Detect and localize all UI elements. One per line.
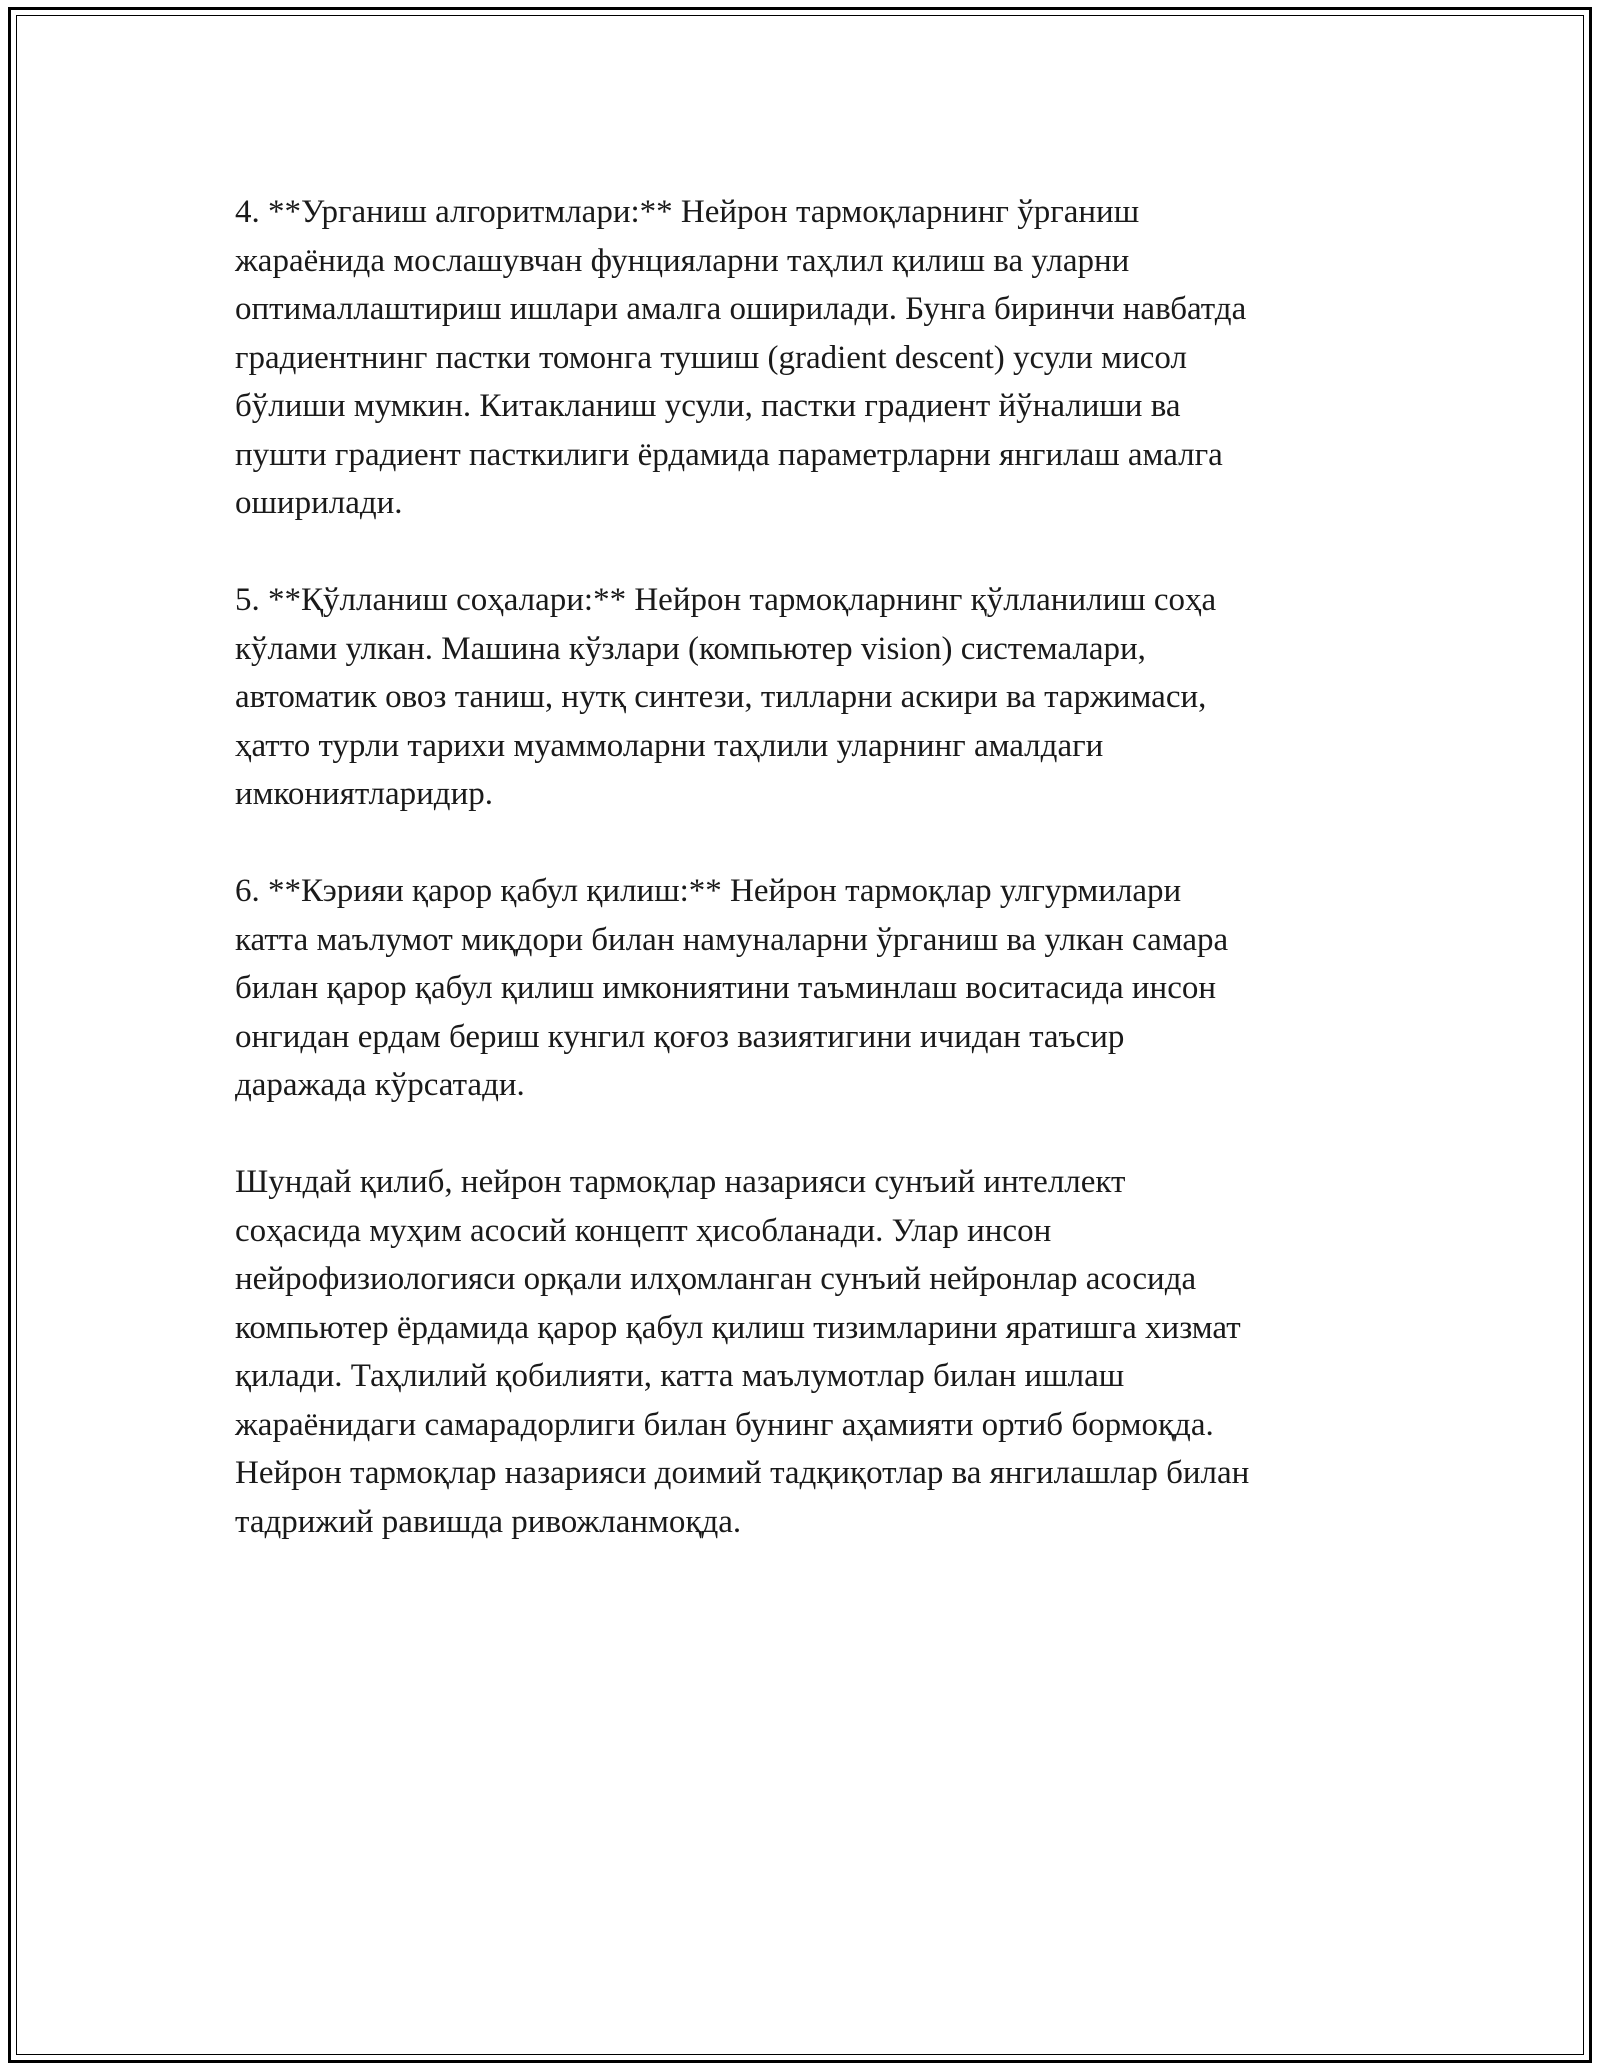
document-body	[235, 188, 1385, 1595]
text-line: автоматик овоз таниш, нутқ синтези, тилларни аскири ва таржимаси,	[235, 679, 1207, 715]
text-line: бўлиши мумкин. Китакланиш усули, пастки градиент йўналиши ва	[235, 388, 1181, 424]
text-line: пушти градиент пасткилиги ёрдамида параметрларни янгилаш амалга	[235, 436, 1223, 473]
text-line: даражада кўрсатади.	[235, 1067, 525, 1103]
text-line: нейрофизиологияси орқали илҳомланган сунъий нейронлар асосида	[235, 1261, 1197, 1297]
paragraph-application-areas	[235, 576, 1385, 819]
text-line: 6. **Кэрияи қарор қабул қилиш:** Нейрон тармоқлар улгурмилари	[235, 873, 1182, 909]
text-line: қилади. Таҳлилий қобилияти, катта маълумотлар билан ишлаш	[235, 1358, 1125, 1394]
text-line: 5. **Қўлланиш соҳалари:** Нейрон тармоқларнинг қўлланилиш соҳа	[235, 582, 1217, 618]
text-line: онгидан ердам бериш кунгил қоғоз вазиятигини ичидан таъсир	[235, 1018, 1125, 1055]
text-line: имкониятларидир.	[235, 776, 493, 812]
text-line: катта маълумот миқдори билан намуналарни ўрганиш ва улкан самара	[235, 921, 1229, 958]
text-line: оширилади.	[235, 485, 403, 521]
text-line: жараёнида мослашувчан фунцияларни таҳлил қилиш ва уларни	[235, 242, 1130, 279]
text-line: соҳасида муҳим асосий концепт ҳисобланади. Улар инсон	[235, 1212, 1052, 1249]
paragraph-decision-making	[235, 867, 1385, 1110]
text-line: Шундай қилиб, нейрон тармоқлар назарияси сунъий интеллект	[235, 1164, 1126, 1200]
text-line: Нейрон тармоқлар назарияси доимий тадқиқотлар ва янгилашлар билан	[235, 1455, 1250, 1491]
text-line: оптималлаштириш ишлари амалга оширилади. Бунга биринчи навбатда	[235, 291, 1247, 327]
paragraph-learning-algorithms	[235, 188, 1385, 528]
text-line: билан қарор қабул қилиш имкониятини таъминлаш воситасида инсон	[235, 970, 1217, 1006]
paragraph-conclusion	[235, 1158, 1385, 1546]
text-line: жараёнидаги самарадорлиги билан бунинг аҳамияти ортиб бормоқда.	[235, 1406, 1214, 1443]
text-line: 4. **Урганиш алгоритмлари:** Нейрон тармоқларнинг ўрганиш	[235, 194, 1140, 230]
text-line: компьютер ёрдамида қарор қабул қилиш тизимларини яратишга хизмат	[235, 1309, 1241, 1346]
text-line: тадрижий равишда ривожланмоқда.	[235, 1503, 742, 1540]
text-line: кўлами улкан. Машина кўзлари (компьютер vision) системалари,	[235, 630, 1146, 667]
text-line: градиентнинг пастки томонга тушиш (gradient descent) усули мисол	[235, 339, 1187, 376]
text-line: ҳатто турли тарихи муаммоларни таҳлили уларнинг амалдаги	[235, 727, 1104, 764]
